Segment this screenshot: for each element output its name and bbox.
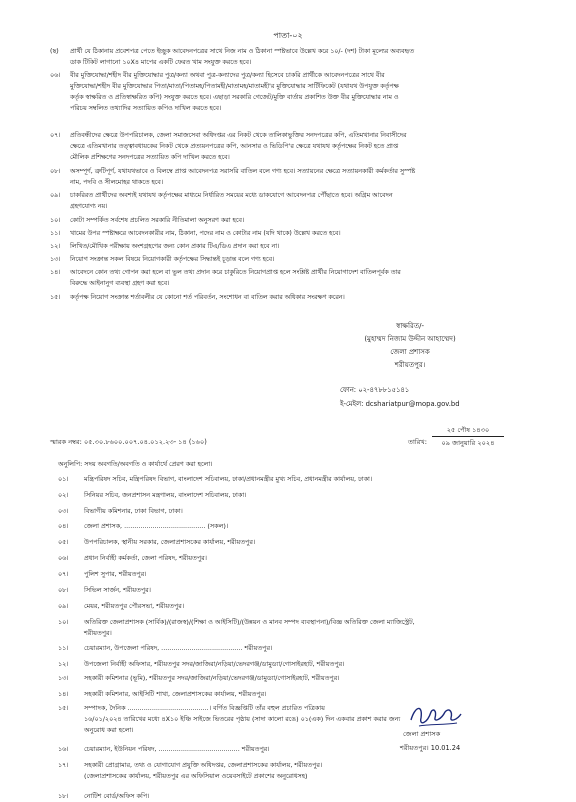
copy-line: সিনিয়র সচিব, জনপ্রশাসন মন্ত্রণালয়, বাংলাদেশ সচিবালয়, ঢাকা। bbox=[84, 491, 247, 499]
email-text: ই-মেইল: dcshariatpur@mopa.gov.bd bbox=[340, 400, 460, 408]
condition-number: ১৪। bbox=[50, 269, 61, 276]
condition-line: কোটা সম্পর্কিত সর্বশেষ প্রচলিত সরকারি নীতিমালা অনুসরণ করা হবে। bbox=[70, 217, 245, 224]
copy-line: বিভাগীয় কমিশনার, ঢাকা বিভাগ, ঢাকা। bbox=[84, 507, 183, 515]
condition-line: মুক্তিযোদ্ধা/শহীদ বীর মুক্তিযোদ্ধার পিতা/মাতা/পিতামহ/পিতামহী/মাতামহ/মাতামহী'র মুক্তিযোদ্ধার সার্টিফিকেট (যথাযথ উপযুক্ত কর্তৃপক্ষ bbox=[70, 83, 399, 90]
condition-line: পরিচয় সম্বলিত তথ্যাদির সত্যায়িত কপিও দাখিল করতে হবে। bbox=[70, 105, 222, 112]
condition-number: ০৬। bbox=[50, 72, 61, 79]
condition-line: খামের উপর স্পষ্টাক্ষরে আবেদনকারীর নাম, ঠিকানা, পদের নাম ও কোটার নাম (যদি থাকে) উল্লেখ করতে হবে। bbox=[70, 230, 341, 237]
condition-line: লিখিত/মৌখিক পরীক্ষায় অংশগ্রহণের জন্য কোন প্রকার টিএ/ডিএ প্রদান করা হবে না। bbox=[70, 243, 280, 250]
condition-line: গ্রহণযোগ্য নয়। bbox=[70, 203, 108, 210]
page-number: পাতা-০২ bbox=[273, 31, 303, 40]
memo-reference: স্মারক নম্বর: ০৫.৩০.৮৬০০.০০৭.০৪.০১২.২৩- ১৪ (১৬০) bbox=[50, 438, 207, 446]
copy-intro: অনুলিপি: সদয় অবগতি/অবগতি ও কার্যার্থে প্রেরণ করা হলো। bbox=[58, 460, 213, 468]
condition-line: ক্ষেত্রে এতিমখানার তত্ত্বাবধায়কের নিকট থেকে প্রত্যয়নপত্রের কপি, আনসার ও ভিডিপি'র ক্ষেত্রে যথাযথ কর্তৃপক্ষের নিকট হতে প্রাপ্ত bbox=[70, 143, 399, 150]
condition-number: ১২। bbox=[50, 243, 61, 250]
copy-line: (জেলাপ্রশাসকের কার্যালয়, শরীয়তপুর এর অফিসিয়াল ওয়েবসাইটে প্রকাশের অনুরোধসহ) bbox=[84, 772, 308, 780]
copy-number: ০২। bbox=[58, 491, 69, 499]
copy-line: পুলিশ সুপার, শরীয়তপুর। bbox=[84, 570, 147, 578]
date-english: ০৯ জানুয়ারি ২০২৪ bbox=[441, 439, 495, 447]
condition-line: ডাক টিকিট লাগানো ১০X৪ মাপের একটি ফেরত খাম সংযুক্ত করতে হবে। bbox=[70, 59, 252, 66]
signatory-name: (মুহাম্মদ নিজাম উদ্দীন আহাম্মেদ) bbox=[364, 335, 456, 343]
signed-mark: স্বাক্ষরিত/- bbox=[396, 322, 424, 330]
copy-line: সহকারী প্রোগ্রামার, তথ্য ও যোগাযোগ প্রযুক্তি অধিদপ্তর, জেলাপ্রশাসকের কার্যালয়, শরীয়তপুর। bbox=[84, 761, 323, 769]
date-block bbox=[432, 424, 504, 449]
copy-number: ১০। bbox=[58, 618, 69, 626]
copy-number: ১৭। bbox=[58, 761, 69, 769]
condition-item bbox=[50, 241, 530, 252]
copy-line: অতিরিক্ত জেলাপ্রশাসক (সার্বিক)/(রাজস্ব)/(শিক্ষা ও আইসিটি)/(উন্নয়ন ও মানব সম্পদ ব্যবস্থাপনা)/বিজ্ঞ অতিরিক্ত জেলা ম্যাজিস্ট্রেট, bbox=[84, 618, 415, 626]
condition-number: ১৫। bbox=[50, 294, 61, 301]
copy-number: ১১। bbox=[58, 644, 69, 652]
copy-line: উপপরিচালক, স্থানীয় সরকার, জেলাপ্রশাসকের কার্যালয়, শরীয়তপুর। bbox=[84, 538, 256, 546]
condition-item bbox=[50, 215, 530, 226]
condition-item bbox=[50, 267, 530, 289]
copy-number: ১৫। bbox=[58, 704, 69, 712]
copy-line: সম্পাদক, দৈনিক ........................................। বর্ণিত বিজ্ঞপ্তিটি তাঁর বহুল প্রচারিত পত্রিকায় bbox=[84, 704, 325, 712]
signatory-block bbox=[330, 320, 490, 372]
condition-line: নাম, পদবি ও সীলমোহর থাকতে হবে। bbox=[70, 179, 164, 186]
phone-text: ফোন: ০২-৪৭৮৮১৫১৪১ bbox=[340, 386, 410, 394]
condition-line: অসম্পূর্ণ, ত্রুটিপূর্ণ, যথাযথভাবে ও বিলম্বে প্রাপ্ত আবেদনপত্র সরাসরি বাতিল বলে গণ্য হবে। সত্যায়নের ক্ষেত্রে সত্যায়নকারী কর্মকর্তার সুস্পষ্ট bbox=[70, 168, 416, 175]
copy-number: ১৬। bbox=[58, 745, 69, 753]
stamp-role: জেলা প্রশাসক bbox=[403, 730, 441, 738]
copy-line: শরীয়তপুর। bbox=[84, 629, 112, 637]
condition-item bbox=[50, 228, 530, 239]
condition-number: ০৮। bbox=[50, 168, 61, 175]
condition-number: ০৯। bbox=[50, 192, 61, 199]
signatory-district: শরীয়তপুর। bbox=[394, 361, 426, 369]
condition-item bbox=[50, 46, 530, 68]
copy-number: ০৮। bbox=[58, 586, 69, 594]
copy-line: উপজেলা নির্বাহী অফিসার, শরীয়তপুর সদর/জাজিরা/নড়িয়া/ভেদরগঞ্জ/ডামুড্যা/গোসাইরহাট, শরীয়তপুর। bbox=[84, 660, 345, 668]
date-label: তারিখ: bbox=[408, 438, 427, 446]
copy-number: ০৬। bbox=[58, 554, 69, 562]
condition-item bbox=[50, 292, 530, 303]
condition-item bbox=[50, 254, 530, 265]
date-bangla: ২৫ পৌষ ১৪৩০ bbox=[432, 424, 504, 437]
condition-item bbox=[50, 70, 530, 125]
condition-number: (ছ) bbox=[50, 48, 59, 55]
condition-number: ০৭। bbox=[50, 132, 61, 139]
copy-line: অনুরোধ করা হলো। bbox=[84, 726, 134, 734]
condition-item bbox=[50, 166, 530, 188]
copy-number: ০১। bbox=[58, 475, 69, 483]
condition-number: ১০। bbox=[50, 217, 61, 224]
condition-line: বিরুদ্ধে আইনানুগ ব্যবস্থা গ্রহণ করা হবে। bbox=[70, 280, 170, 287]
copy-line: চেয়ারম্যান, ইউনিয়ন পরিষদ, ........................................ শরীয়তপুর। bbox=[84, 745, 270, 753]
copy-line: প্রধান নির্বাহী কর্মকর্তা, জেলা পরিষদ, শরীয়তপুর। bbox=[84, 554, 207, 562]
copy-number: ১৪। bbox=[58, 690, 69, 698]
copy-line: নোটিশ বোর্ড/অফিস কপি। bbox=[84, 792, 150, 800]
copy-number: ০৩। bbox=[58, 507, 69, 515]
condition-line: মৌলিক প্রশিক্ষণের সনদপত্রের সত্যায়িত কপি দাখিল করতে হবে। bbox=[70, 154, 230, 161]
copy-line: চেয়ারম্যান, উপজেলা পরিষদ, ........................................ শরীয়তপুর। bbox=[84, 644, 273, 652]
condition-line: কর্তৃপক্ষ নিয়োগ সংক্রান্ত শর্তাবলীর যে কোনো শর্ত পরিবর্তন, সংশোধন বা বাতিল করার অধিকার সংরক্ষণ করেন। bbox=[70, 294, 345, 301]
condition-line: চাকরিরত প্রার্থীদের অবশ্যই যথাযথ কর্তৃপক্ষের মাধ্যমে নির্ধারিত সময়ের মধ্যে ডাকযোগে আবেদনপত্র পৌঁছাতে হবে। অগ্রিম আবেদন bbox=[70, 192, 393, 199]
condition-line: কর্তৃক স্বাক্ষরিত ও প্রতিস্বাক্ষরিত কপি) সংযুক্ত করতে হবে। এছাড়া সরকারি গেজেট/মুক্তি বার্তায় প্রকাশিত উক্ত বীর মুক্তিযোদ্ধার নাম ও bbox=[70, 94, 399, 101]
copy-number: ১৩। bbox=[58, 674, 69, 682]
copy-number: ০৯। bbox=[58, 602, 69, 610]
copy-line: মন্ত্রিপরিষদ সচিব, মন্ত্রিপরিষদ বিভাগ, বাংলাদেশ সচিবালয়, ঢাকা/প্রধানমন্ত্রীর মুখ্য সচিব, প্রধানমন্ত্রীর কার্যালয়, ঢাকা। bbox=[84, 475, 373, 483]
copy-line: ১৬/০১/২০২৪ তারিখের মধ্যে ৪X১০ ইঞ্চি সাইজে ভিতরের পৃষ্ঠায় (সাদা কালো রঙে) ০১(এক) দিন একবার প্রকাশ করার জন্য bbox=[84, 715, 401, 723]
condition-item bbox=[50, 190, 530, 212]
copy-line: সহকারী কমিশনার (ভূমি), শরীয়তপুর সদর/জাজিরা/নড়িয়া/ভেদরগঞ্জ/ডামুড্যা/গোসাইরহাট, শরীয়তপুর। bbox=[84, 674, 340, 682]
condition-number: ১১। bbox=[50, 230, 61, 237]
condition-number: ১৩। bbox=[50, 256, 61, 263]
signatory-designation: জেলা প্রশাসক bbox=[390, 348, 430, 356]
condition-line: বীর মুক্তিযোদ্ধা/শহীদ বীর মুক্তিযোদ্ধার পুত্র/কন্যা অথবা পুত্র-কন্যাদের পুত্র/কন্যা হিসেবে চাকরি প্রার্থীকে আবেদনপত্রের সাথে বীর bbox=[70, 72, 385, 79]
copy-number: ১৮। bbox=[58, 792, 69, 800]
copy-line: জেলা প্রশাসক, ........................................ (সকল)। bbox=[84, 522, 229, 530]
copy-number: ১২। bbox=[58, 660, 69, 668]
condition-line: প্রতিবন্ধীদের ক্ষেত্রে উপপরিচালক, জেলা সমাজসেবা অধিদপ্তর এর নিকট থেকে তালিকাভুক্তির সনদপত্রের কপি, এতিমখানার নিবাসীদের bbox=[70, 132, 407, 139]
copy-line: সহকারী কমিশনার, আইসিটি শাখা, জেলাপ্রশাসকের কার্যালয়, শরীয়তপুর। bbox=[84, 690, 267, 698]
copy-number: ০৫। bbox=[58, 538, 69, 546]
condition-item bbox=[50, 130, 530, 163]
copy-number: ০৪। bbox=[58, 522, 69, 530]
copy-line: মেয়র, শরীয়তপুর পৌরসভা, শরীয়তপুর। bbox=[84, 602, 185, 610]
condition-line: নিয়োগ সংক্রান্ত সকল বিষয়ে নিয়োগকারী কর্তৃপক্ষের সিদ্ধান্তই চূড়ান্ত বলে গণ্য হবে। bbox=[70, 256, 275, 263]
stamp-place-date: শরীয়তপুর। 10.01.24 bbox=[400, 744, 461, 752]
condition-line: আবেদনে কোন তথ্য গোপন করা হলে বা ভুল তথ্য প্রদান করে চাকুরিতে নিয়োগপ্রাপ্ত হলে সংশ্লিষ্ট প্রার্থীর নিয়োগাদেশ বাতিলপূর্বক তার bbox=[70, 269, 401, 276]
condition-line: প্রার্থী যে ঠিকানায় প্রবেশপত্র পেতে ইচ্ছুক আবেদনপত্রের সাথে নিজ নাম ও ঠিকানা স্পষ্টভাবে উল্লেখ করে ১০/- (দশ) টাকা মূল্যের অব্যবহৃত bbox=[70, 48, 414, 55]
copy-number: ০৭। bbox=[58, 570, 69, 578]
copy-line: সিভিল সার্জন, শরীয়তপুর। bbox=[84, 586, 151, 594]
